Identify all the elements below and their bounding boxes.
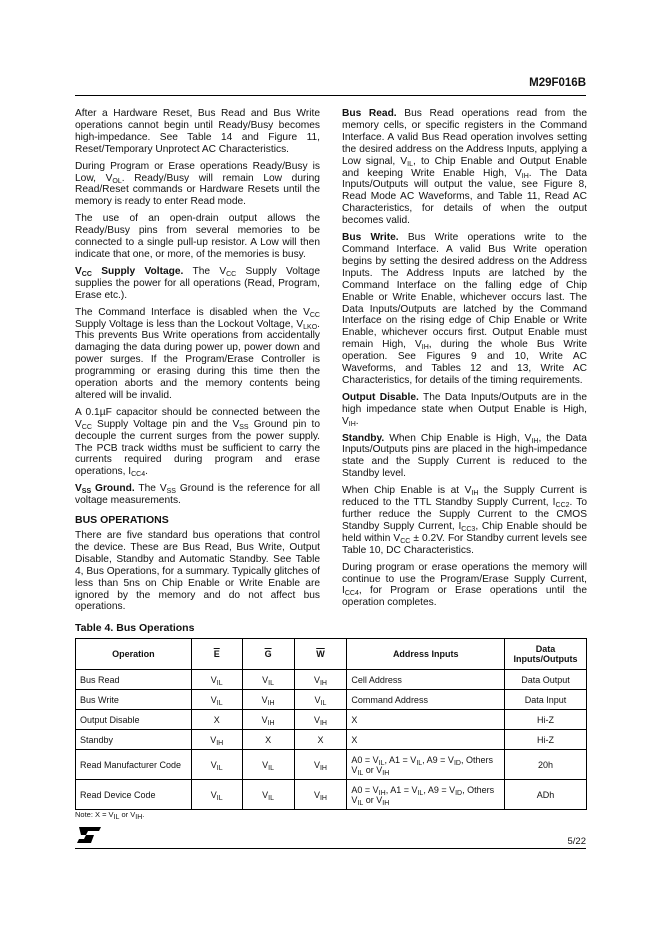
paragraph: Output Disable. The Data Inputs/Outputs are in the high impedance state when Output Enable is High, $V_{IH}$. — [342, 391, 588, 428]
paragraph: There are five standard bus operations that control the device. These are Bus Read, Bus Write, Output Disable, Standby and Automatic Standby. See Table 4, Bus Operations, for a summary. Typically glitches of less than 5ns on Chip Enable or Write Enable are ignored by the memory and do not affect bus operations. — [75, 530, 320, 613]
paragraph: Bus Read. Bus Read operations read from the memory cells, or specific registers in the Command Interface. A valid Bus Read operation involves setting the desired address on the Address Inputs, applying a Low signal, $V_{IL}$, to Chip Enable and Output Enable and keeping Write Enable High, $V_{IH}$. The Data Inputs/Outputs will output the value, see Figure 8, Read Mode AC Waveforms, and Table 11, Read AC Characteristics, for details of when the output becomes valid. — [342, 108, 588, 227]
page-number: 5/22 — [567, 836, 586, 847]
right-column — [342, 108, 587, 614]
table-row: Bus Write $V_{IL}$ $V_{IH}$ $V_{IL}$ Command Address Data Input — [76, 690, 587, 710]
header-rule — [75, 95, 586, 96]
vcc-heading: $V_{CC}$ Supply Voltage. — [75, 265, 184, 278]
paragraph: $V_{CC}$ Supply Voltage. The $V_{CC}$ Supply Voltage supplies the power for all operations (Read, Program, Erase etc.). — [75, 265, 320, 301]
table-row: Output Disable X $V_{IH}$ $V_{IH}$ X Hi-Z — [76, 710, 587, 730]
table-note: Note: $X = V_{IL}$ or $V_{IH}$. — [75, 810, 145, 821]
header-e: $\overline{E}$ — [191, 639, 242, 670]
st-logo-icon — [76, 826, 102, 844]
footer-rule — [75, 848, 586, 849]
paragraph: During program or erase operations the memory will continue to use the Program/Erase Supply Current, $I_{CC4}$, for Program or Erase operations until the operation completes. — [342, 561, 587, 609]
paragraph: The Command Interface is disabled when the $V_{CC}$ Supply Voltage is less than the Lockout Voltage, $V_{LKO}$. This prevents Bus Write operations from accidentally damaging the data during power up, power down and power surges. If the Program/Erase Controller is programming or erasing during this time then the operation aborts and the memory contents being altered will be invalid. — [75, 306, 320, 401]
table-row: Bus Read $V_{IL}$ $V_{IL}$ $V_{IH}$ Cell Address Data Output — [76, 670, 587, 690]
header-g: $\overline{G}$ — [242, 639, 294, 670]
paragraph: The use of an open-drain output allows the Ready/Busy pins from several memories to be connected to a single pull-up resistor. A Low will then indicate that one, or more, of the memories is busy. — [75, 213, 320, 260]
part-number: M29F016B — [529, 77, 586, 89]
header-address: Address Inputs — [347, 639, 505, 670]
paragraph: Standby. When Chip Enable is High, $V_{IH}$, the Data Inputs/Outputs pins are placed in the high-impedance state and the Supply Current is reduced to the Standby level. — [342, 432, 587, 480]
table-title: Table 4. Bus Operations — [75, 622, 195, 634]
header-data: Data Inputs/Outputs — [504, 639, 586, 670]
paragraph: $V_{SS}$ Ground. The $V_{SS}$ Ground is the reference for all voltage measurements. — [75, 483, 320, 507]
section-heading: BUS OPERATIONS — [75, 514, 169, 527]
header-operation: Operation — [76, 639, 192, 670]
left-column — [75, 108, 320, 618]
bus-operations-table — [75, 638, 587, 810]
table-header-row — [76, 639, 587, 670]
table-row: Read Device Code $V_{IL}$ $V_{IL}$ $V_{IH}$ $A0 = V_{IH}$, $A1 = V_{IL}$, $A9 = V_{ID}$, Others $V_{IL}$ or $V_{IH}$ ADh — [76, 780, 587, 810]
table-row: Read Manufacturer Code $V_{IL}$ $V_{IL}$ $V_{IH}$ $A0 = V_{IL}$, $A1 = V_{IL}$, $A9 = V_{ID}$, Others $V_{IL}$ or $V_{IH}$ 20h — [76, 750, 587, 780]
header-w: $\overline{W}$ — [294, 639, 347, 670]
paragraph: A 0.1µF capacitor should be connected between the $V_{CC}$ Supply Voltage pin and the $V_{SS}$ Ground pin to decouple the current surges from the power supply. The PCB track widths must be sufficient to carry the currents required during program and erase operations, $I_{CC4}$. — [75, 406, 321, 479]
paragraph: After a Hardware Reset, Bus Read and Bus Write operations cannot begin until Ready/Busy becomes high-impedance. See Table 14 and Figure 11, Reset/Temporary Unprotect AC Characteristics. — [75, 108, 320, 155]
paragraph: When Chip Enable is at $V_{IH}$ the Supply Current is reduced to the TTL Standby Supply Current, $I_{CC2}$. To further reduce the Supply Current to the CMOS Standby Supply Current, $I_{CC3}$, Chip Enable should be held within $V_{CC} \pm 0.2V$. For Standby current levels see Table 10, DC Characteristics. — [342, 485, 587, 556]
vss-heading: $V_{SS}$ Ground. — [75, 483, 135, 496]
paragraph: During Program or Erase operations Ready/Busy is Low, $V_{OL}$. Ready/Busy will remain Low during Read/Reset commands or Hardware Resets until the memory is ready to enter Read mode. — [75, 160, 320, 208]
paragraph: Bus Write. Bus Write operations write to the Command Interface. A valid Bus Write operation begins by setting the desired address on the Address Inputs. The Address Inputs are latched by the Command Interface on the falling edge of Chip Enable or Write Enable, whichever occurs last. The Data Inputs/Outputs are latched by the Command Interface on the rising edge of Chip Enable or Write Enable, whichever occurs first. Output Enable must remain High, $V_{IH}$, during the whole Bus Write operation. See Figures 9 and 10, Write AC Waveforms, and Tables 12 and 13, Write AC Characteristics, for details of the timing requirements. — [342, 232, 587, 386]
table-row: Standby $V_{IH}$ X X X Hi-Z — [76, 730, 587, 750]
